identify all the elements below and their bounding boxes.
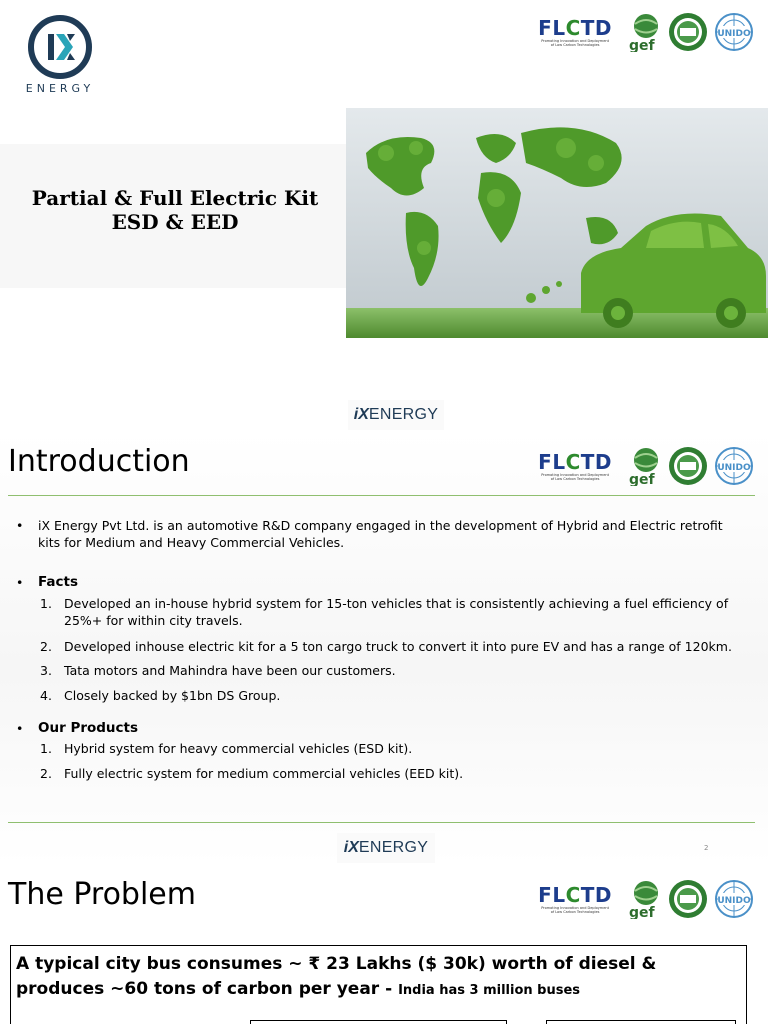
unido-logo-icon — [714, 879, 754, 919]
svg-text:gef: gef — [629, 472, 655, 486]
list-number: 3. — [40, 663, 52, 678]
deck-title — [0, 186, 350, 234]
footer-divider — [8, 822, 755, 823]
deck-title-line2: ESD & EED — [111, 210, 239, 234]
slide-title: Introduction — [8, 444, 190, 479]
content-box — [546, 1020, 736, 1024]
footer-brand: iXENERGY — [337, 833, 435, 863]
problem-slide — [0, 865, 768, 1024]
svg-text:gef: gef — [629, 905, 655, 919]
products-heading: Our Products — [38, 720, 139, 736]
list-number: 2. — [40, 639, 52, 654]
fact-item: Developed an in-house hybrid system for 15-ton vehicles that is consistently achieving a fuel efficiency of 25%+ for within city travels. — [64, 596, 729, 628]
unido-logo-icon — [714, 446, 754, 486]
introduction-slide — [0, 432, 768, 865]
gef-logo-icon — [626, 879, 662, 919]
problem-statement: A typical city bus consumes ~ ₹ 23 Lakhs ($ 30k) worth of diesel & produces ~60 tons of carbon per year - India has 3 million buses — [16, 954, 657, 999]
flctd-logo: FLCTD Promoting Innovation and Deployment of Low Carbon Technologies — [538, 882, 612, 914]
svg-text:UNIDO: UNIDO — [717, 29, 751, 39]
list-number: 4. — [40, 688, 52, 703]
fact-item: Tata motors and Mahindra have been our customers. — [64, 663, 396, 678]
green-world-car-image — [346, 108, 768, 338]
moefcc-seal-icon — [668, 879, 708, 919]
gef-logo-icon — [626, 12, 662, 52]
flctd-logo: FLCTD Promoting Innovation and Deployment of Low Carbon Technologies — [538, 15, 612, 47]
svg-text:UNIDO: UNIDO — [717, 896, 751, 906]
intro-paragraph: iX Energy Pvt Ltd. is an automotive R&D company engaged in the development of Hybrid and Electric retrofit kits for Medium and Heavy Commercial Vehicles. — [38, 518, 723, 550]
flctd-tagline: Promoting Innovation and Deployment of Low Carbon Technologies — [541, 472, 609, 481]
problem-box — [10, 945, 747, 1024]
footer-brand: iXENERGY — [348, 400, 444, 430]
flctd-tagline: Promoting Innovation and Deployment of Low Carbon Technologies — [541, 905, 609, 914]
fact-item: Closely backed by $1bn DS Group. — [64, 688, 281, 703]
list-number: 1. — [40, 741, 52, 756]
moefcc-seal-icon — [668, 446, 708, 486]
list-number: 1. — [40, 596, 52, 611]
title-divider — [8, 495, 755, 496]
partner-logos — [538, 12, 754, 52]
ix-logo-icon — [27, 14, 93, 80]
content-box — [250, 1020, 507, 1024]
bus-count-note: India has 3 million buses — [398, 983, 581, 998]
deck-title-line1: Partial & Full Electric Kit — [31, 186, 319, 210]
partner-logos — [538, 446, 754, 486]
ix-energy-logo — [18, 14, 102, 95]
page-number: 2 — [704, 844, 709, 852]
bullet: • — [16, 518, 24, 533]
svg-text:UNIDO: UNIDO — [717, 463, 751, 473]
unido-logo-icon — [714, 12, 754, 52]
product-item: Fully electric system for medium commercial vehicles (EED kit). — [64, 766, 464, 781]
partner-logos — [538, 879, 754, 919]
gef-logo-icon — [626, 446, 662, 486]
svg-text:gef: gef — [629, 38, 655, 52]
slide-title: The Problem — [8, 877, 196, 912]
flctd-tagline: Promoting Innovation and Deployment of Low Carbon Technologies — [541, 38, 609, 47]
bullet: • — [16, 721, 24, 736]
facts-heading: Facts — [38, 574, 79, 590]
bullet: • — [16, 575, 24, 590]
logo-wordmark: ENERGY — [25, 82, 95, 95]
fact-item: Developed inhouse electric kit for a 5 ton cargo truck to convert it into pure EV and has a range of 120km. — [64, 639, 732, 654]
moefcc-seal-icon — [668, 12, 708, 52]
list-number: 2. — [40, 766, 52, 781]
title-slide — [0, 0, 768, 432]
flctd-logo: FLCTD Promoting Innovation and Deployment of Low Carbon Technologies — [538, 449, 612, 481]
product-item: Hybrid system for heavy commercial vehicles (ESD kit). — [64, 741, 413, 756]
